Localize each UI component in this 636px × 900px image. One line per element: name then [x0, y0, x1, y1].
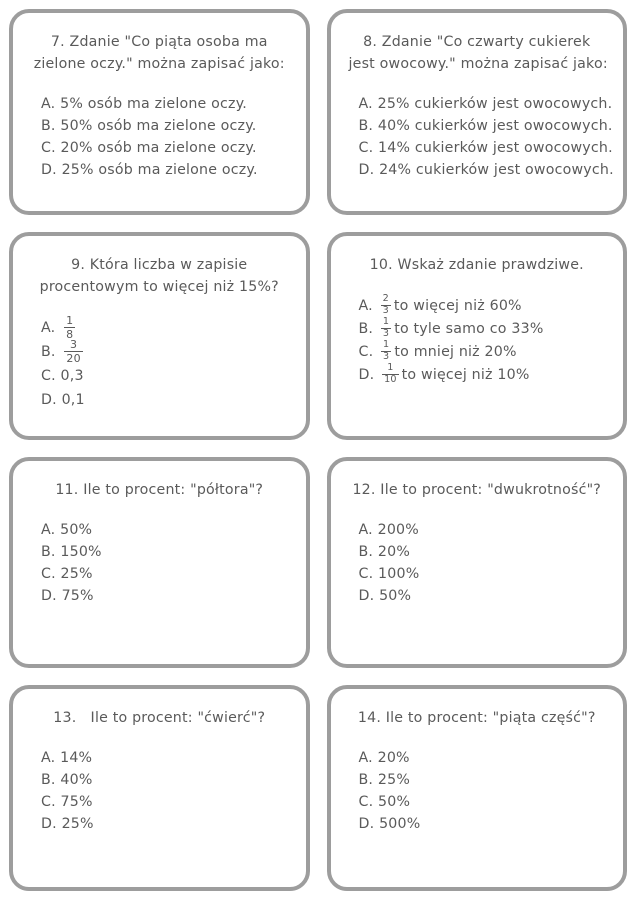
- answer-options: [347, 294, 608, 386]
- answer-label: D.: [41, 588, 57, 604]
- answer-label: C.: [358, 140, 374, 156]
- fraction: [381, 317, 391, 339]
- question-text: [31, 31, 288, 75]
- answer-label: A.: [358, 750, 373, 766]
- question-line: 14. Ile to procent: "piąta część"?: [357, 710, 596, 726]
- fraction-numerator: 3: [69, 338, 78, 351]
- answer-label: C.: [358, 566, 374, 582]
- answer-label: B.: [358, 320, 374, 337]
- answer-text: 50%: [378, 794, 411, 810]
- answer-label: A.: [41, 522, 56, 538]
- answer-label: B.: [41, 544, 56, 560]
- question-line: zielone oczy." można zapisać jako:: [33, 56, 285, 72]
- answer-option[interactable]: [359, 541, 608, 563]
- answer-text: 14% cukierków jest owocowych.: [378, 140, 613, 156]
- question-line: 12. Ile to procent: "dwukrotność"?: [352, 482, 602, 498]
- question-line: jest owocowy." można zapisać jako:: [348, 56, 608, 72]
- answer-text: 25%: [60, 566, 93, 582]
- answer-option[interactable]: [41, 791, 290, 813]
- question-card[interactable]: [9, 232, 310, 440]
- fraction-denominator: 3: [382, 328, 390, 339]
- answer-text: 75%: [60, 794, 93, 810]
- answer-text: 500%: [379, 816, 421, 832]
- answer-label: B.: [358, 772, 374, 788]
- question-line: 9. Która liczba w zapisie: [71, 257, 248, 273]
- answer-text: to więcej niż 60%: [393, 297, 522, 314]
- fraction-denominator: 3: [383, 351, 390, 362]
- answer-option[interactable]: [41, 159, 290, 181]
- answer-label: A.: [41, 320, 56, 336]
- answer-option[interactable]: [359, 769, 608, 791]
- question-line: 13. Ile to procent: "ćwierć"?: [53, 710, 266, 726]
- answer-text: 0,1: [61, 392, 85, 408]
- question-line: 8. Zdanie "Co czwarty cukierek: [363, 34, 591, 50]
- answer-option[interactable]: [41, 93, 290, 115]
- question-text: [349, 479, 606, 501]
- answer-option[interactable]: [359, 585, 608, 607]
- answer-option[interactable]: [41, 519, 290, 541]
- answer-option[interactable]: [41, 364, 290, 388]
- answer-text: 20%: [377, 544, 411, 560]
- question-text: [349, 254, 606, 276]
- answer-label: D.: [358, 162, 375, 178]
- answer-label: B.: [41, 344, 56, 360]
- fraction-numerator: 1: [383, 339, 390, 350]
- fraction: [64, 315, 75, 340]
- answer-text: 0,3: [60, 368, 84, 384]
- answer-text: 40%: [60, 772, 93, 788]
- answer-option[interactable]: [41, 388, 290, 412]
- question-line: 10. Wskaż zdanie prawdziwe.: [369, 257, 584, 273]
- answer-text: 25% osób ma zielone oczy.: [61, 162, 258, 178]
- fraction-numerator: 1: [382, 316, 390, 327]
- answer-text: 24% cukierków jest owocowych.: [379, 162, 614, 178]
- question-text: [31, 479, 288, 501]
- question-card[interactable]: [327, 685, 628, 891]
- answer-label: A.: [41, 96, 56, 112]
- fraction: [382, 363, 399, 385]
- answer-label: A.: [358, 522, 373, 538]
- question-card[interactable]: [327, 232, 628, 440]
- question-card[interactable]: [9, 685, 310, 891]
- answer-option[interactable]: [359, 747, 608, 769]
- answer-label: D.: [358, 588, 375, 604]
- answer-option[interactable]: [359, 317, 608, 340]
- answer-text: 25%: [61, 816, 94, 832]
- answer-label: C.: [41, 566, 56, 582]
- answer-label: B.: [41, 118, 56, 134]
- question-card[interactable]: [9, 9, 310, 215]
- answer-option[interactable]: [41, 563, 290, 585]
- answer-option[interactable]: [358, 93, 613, 115]
- question-line: 7. Zdanie "Co piąta osoba ma: [50, 34, 268, 50]
- answer-label: C.: [358, 343, 374, 360]
- question-text: [31, 707, 288, 729]
- answer-option[interactable]: [41, 316, 290, 340]
- answer-label: C.: [41, 140, 56, 156]
- answer-options: [347, 93, 614, 181]
- answer-text: to więcej niż 10%: [401, 366, 530, 383]
- answer-options: [29, 316, 290, 412]
- fraction-denominator: 8: [66, 327, 74, 341]
- answer-text: 5% osób ma zielone oczy.: [60, 96, 247, 112]
- answer-text: to mniej niż 20%: [394, 343, 517, 360]
- answer-label: D.: [41, 162, 57, 178]
- fraction-denominator: 10: [384, 374, 397, 385]
- answer-label: D.: [41, 816, 57, 832]
- answer-text: 75%: [61, 588, 94, 604]
- answer-text: 20% osób ma zielone oczy.: [60, 140, 257, 156]
- fraction-denominator: 20: [66, 351, 81, 365]
- answer-text: 20%: [377, 750, 410, 766]
- answer-text: 50%: [379, 588, 412, 604]
- question-line: procentowym to więcej niż 15%?: [39, 279, 279, 295]
- answer-text: 50%: [60, 522, 93, 538]
- fraction-numerator: 1: [66, 314, 74, 327]
- fraction: [381, 294, 391, 316]
- answer-label: A.: [358, 96, 373, 112]
- answer-option[interactable]: [358, 115, 613, 137]
- fraction: [64, 339, 82, 364]
- answer-text: 150%: [60, 544, 102, 560]
- answer-text: 14%: [60, 750, 93, 766]
- answer-text: to tyle samo co 33%: [394, 320, 544, 337]
- answer-label: B.: [358, 544, 374, 560]
- answer-label: C.: [41, 794, 56, 810]
- answer-option[interactable]: [41, 115, 290, 137]
- answer-text: 50% osób ma zielone oczy.: [60, 118, 257, 134]
- answer-option[interactable]: [358, 137, 613, 159]
- answer-label: C.: [41, 368, 56, 384]
- answer-label: A.: [358, 297, 373, 314]
- answer-option[interactable]: [41, 769, 290, 791]
- answer-options: [29, 519, 290, 607]
- answer-label: D.: [41, 392, 57, 408]
- question-text: [349, 707, 606, 729]
- answer-label: A.: [41, 750, 56, 766]
- answer-option[interactable]: [359, 340, 608, 363]
- answer-options: [347, 747, 608, 835]
- answer-option[interactable]: [359, 363, 608, 386]
- fraction: [381, 340, 391, 362]
- answer-label: C.: [358, 794, 374, 810]
- question-text: [349, 31, 606, 75]
- answer-label: D.: [358, 816, 375, 832]
- answer-option[interactable]: [359, 294, 608, 317]
- answer-text: 40% cukierków jest owocowych.: [377, 118, 613, 134]
- answer-text: 100%: [378, 566, 420, 582]
- answer-option[interactable]: [41, 137, 290, 159]
- fraction-denominator: 3: [382, 305, 389, 316]
- answer-option[interactable]: [359, 791, 608, 813]
- answer-option[interactable]: [41, 813, 290, 835]
- answer-option[interactable]: [41, 541, 290, 563]
- answer-text: 25% cukierków jest owocowych.: [377, 96, 613, 112]
- answer-options: [29, 747, 290, 835]
- answer-option[interactable]: [359, 563, 608, 585]
- answer-option[interactable]: [41, 585, 290, 607]
- answer-options: [29, 93, 290, 181]
- answer-text: 200%: [377, 522, 419, 538]
- question-card[interactable]: [327, 9, 628, 215]
- question-text: [31, 254, 288, 298]
- question-card[interactable]: [9, 457, 310, 668]
- answer-option[interactable]: [359, 519, 608, 541]
- answer-text: 25%: [377, 772, 411, 788]
- answer-options: [347, 519, 608, 607]
- fraction-numerator: 2: [382, 293, 389, 304]
- answer-label: D.: [358, 366, 375, 383]
- answer-option[interactable]: [41, 340, 290, 364]
- question-line: 11. Ile to procent: "półtora"?: [55, 482, 264, 498]
- answer-label: B.: [41, 772, 56, 788]
- answer-option[interactable]: [41, 747, 290, 769]
- answer-label: B.: [358, 118, 374, 134]
- answer-option[interactable]: [359, 813, 608, 835]
- answer-option[interactable]: [358, 159, 614, 181]
- question-card[interactable]: [327, 457, 628, 668]
- fraction-numerator: 1: [387, 362, 394, 373]
